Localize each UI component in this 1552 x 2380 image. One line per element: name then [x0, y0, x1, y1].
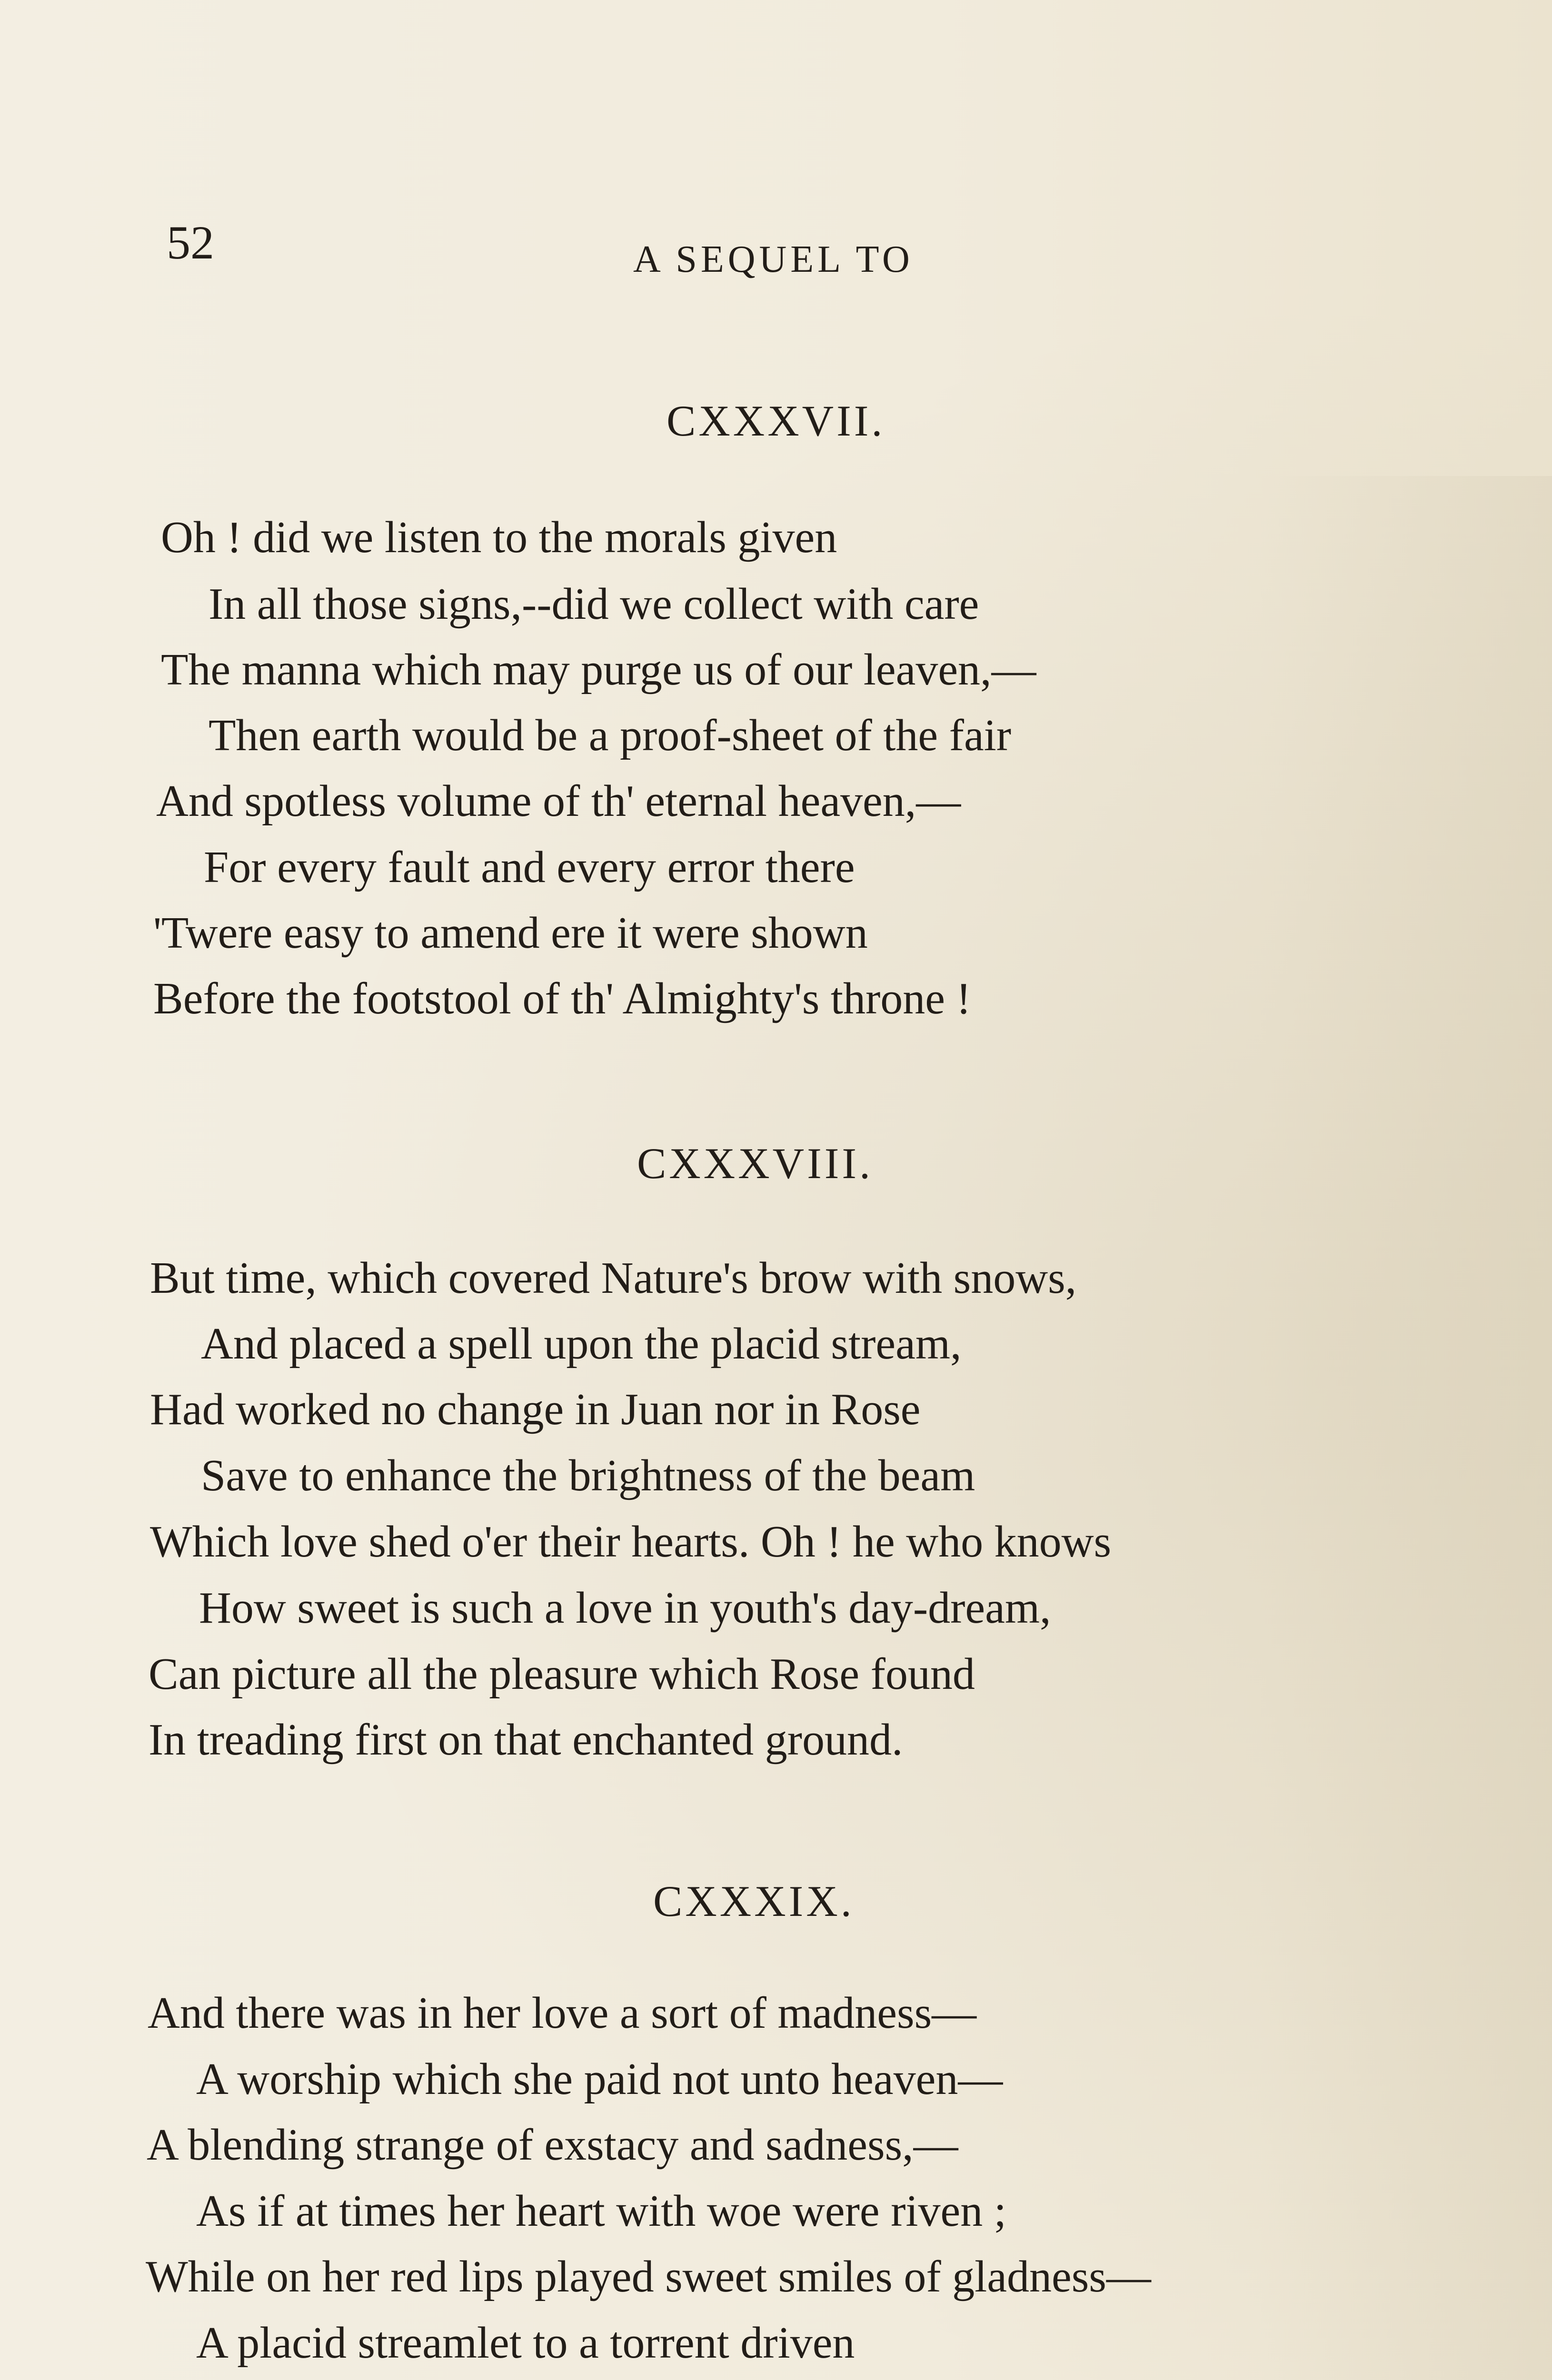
verse-line: Before the footstool of th' Almighty's throne ! — [153, 974, 971, 1023]
show-through-texture — [1257, 476, 1552, 2380]
verse-line: As if at times her heart with woe were riven ; — [196, 2186, 1006, 2236]
verse-line: But time, which covered Nature's brow with snows, — [150, 1253, 1077, 1303]
stanza-number: CXXXVIII. — [637, 1139, 874, 1188]
page-number: 52 — [167, 216, 214, 269]
verse-line: A worship which she paid not unto heaven— — [196, 2054, 1003, 2104]
verse-line: Then earth would be a proof-sheet of the fair — [209, 711, 1012, 760]
verse-line: And placed a spell upon the placid stream, — [201, 1319, 962, 1368]
verse-line: Can picture all the pleasure which Rose found — [149, 1649, 975, 1699]
verse-line: 'Twere easy to amend ere it were shown — [153, 908, 868, 958]
stanza-number: CXXXIX. — [653, 1877, 855, 1925]
verse-line: In treading first on that enchanted ground. — [149, 1715, 903, 1765]
verse-line: Had worked no change in Juan nor in Rose — [150, 1385, 921, 1434]
verse-line: The manna which may purge us of our leaven,— — [161, 645, 1036, 694]
verse-line: And there was in her love a sort of madness— — [148, 1988, 977, 2038]
running-head: A SEQUEL TO — [633, 238, 914, 280]
verse-line: A placid streamlet to a torrent driven — [196, 2318, 855, 2368]
verse-line: For every fault and every error there — [204, 843, 855, 892]
verse-line: And spotless volume of th' eternal heaven,— — [156, 776, 961, 826]
verse-line: A blending strange of exstacy and sadness,— — [147, 2120, 958, 2170]
verse-line: Which love shed o'er their hearts. Oh ! he who knows — [150, 1517, 1112, 1567]
verse-line: Oh ! did we listen to the morals given — [161, 513, 837, 562]
verse-line: How sweet is such a love in youth's day-dream, — [199, 1583, 1051, 1633]
verse-line: While on her red lips played sweet smiles of gladness— — [146, 2252, 1151, 2301]
verse-line: In all those signs,--did we collect with care — [209, 579, 979, 629]
verse-line: Save to enhance the brightness of the beam — [201, 1451, 975, 1500]
stanza-number: CXXXVII. — [667, 397, 885, 445]
